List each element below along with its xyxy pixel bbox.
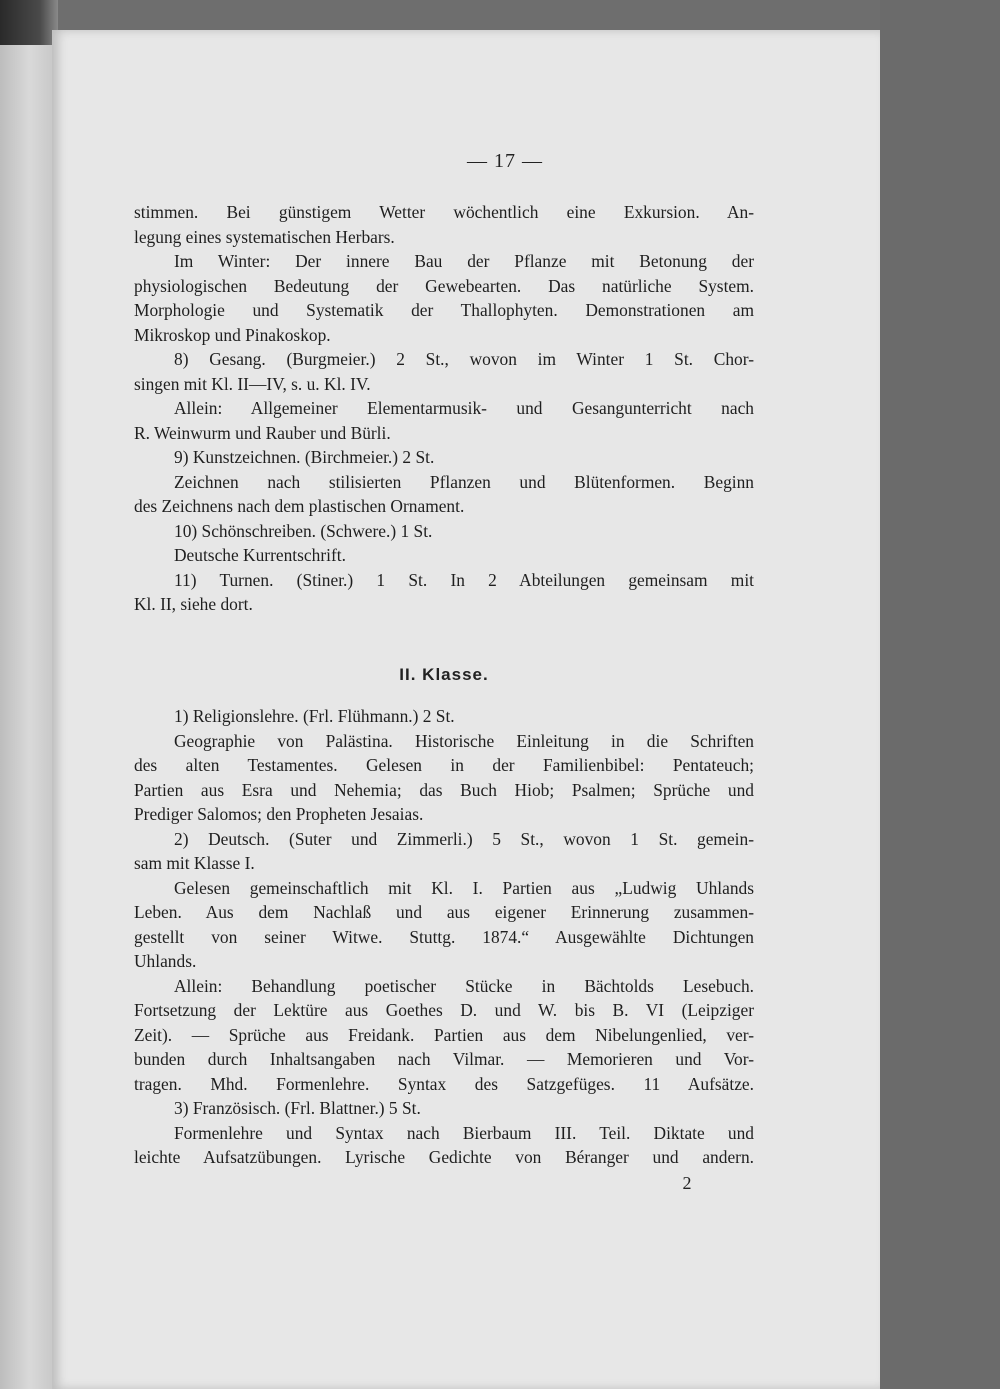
section-heading: II. Klasse. (399, 665, 489, 684)
text-line: 3) Französisch. (Frl. Blattner.) 5 St. (174, 1098, 421, 1118)
text-line: Uhlands. (134, 951, 197, 971)
text-line: Allein: Allgemeiner Elementarmusik- und Gesangunterricht nach (174, 398, 754, 418)
text-line: 9) Kunstzeichnen. (Birchmeier.) 2 St. (174, 447, 435, 467)
text-line: Formenlehre und Syntax nach Bierbaum III. Teil. Diktate und (174, 1122, 754, 1143)
text-line: des alten Testamentes. Gelesen in der Familienbibel: Pentateuch; (134, 755, 754, 775)
text-line: 8) Gesang. (Burgmeier.) 2 St., wovon im Winter 1 St. Chor- (174, 349, 754, 369)
text-line: 10) Schönschreiben. (Schwere.) 1 St. (174, 520, 433, 541)
text-line: Leben. Aus dem Nachlaß und aus eigener Erinnerung zusammen- (134, 902, 754, 922)
text-line: R. Weinwurm und Rauber und Bürli. (134, 422, 391, 443)
left-page-edge (0, 45, 52, 1389)
signature-mark: 2 (682, 1173, 692, 1193)
background-edge (880, 0, 1000, 1389)
text-line: des Zeichnens nach dem plastischen Ornament. (134, 496, 465, 516)
text-line: Fortsetzung der Lektüre aus Goethes D. und W. bis B. VI (Leipziger (134, 1000, 754, 1020)
text-line: 11) Turnen. (Stiner.) 1 St. In 2 Abteilungen gemeinsam mit (174, 569, 754, 590)
text-line: bunden durch Inhaltsangaben nach Vilmar. — Memorieren und Vor- (134, 1049, 754, 1069)
page-number: — 17 — (467, 150, 543, 172)
text-line: singen mit Kl. II—IV, s. u. Kl. IV. (134, 373, 371, 394)
text-line: 1) Religionslehre. (Frl. Flühmann.) 2 St. (174, 706, 455, 726)
text-line: Geographie von Palästina. Historische Einleitung in die Schriften (174, 730, 754, 751)
text-line: Zeichnen nach stilisierten Pflanzen und Blütenformen. Beginn (174, 471, 754, 492)
text-line: Mikroskop und Pinakoskop. (134, 324, 331, 345)
text-line: Gelesen gemeinschaftlich mit Kl. I. Partien aus „Ludwig Uhlands (174, 877, 754, 898)
text-line: Im Winter: Der innere Bau der Pflanze mit Betonung der (174, 251, 754, 271)
text-line: Allein: Behandlung poetischer Stücke in Bächtolds Lesebuch. (174, 975, 754, 996)
text-line: 2) Deutsch. (Suter und Zimmerli.) 5 St., wovon 1 St. gemein- (174, 828, 754, 849)
text-line: tragen. Mhd. Formenlehre. Syntax des Satzgefüges. 11 Aufsätze. (134, 1073, 754, 1094)
text-line: Morphologie und Systematik der Thallophyten. Demonstrationen am (134, 300, 754, 320)
text-line: legung eines systematischen Herbars. (134, 226, 395, 247)
text-line: Partien aus Esra und Nehemia; das Buch Hiob; Psalmen; Sprüche und (134, 779, 754, 800)
text-line: Kl. II, siehe dort. (134, 594, 253, 614)
text-line: sam mit Klasse I. (134, 853, 255, 873)
text-line: Prediger Salomos; den Propheten Jesaias. (134, 804, 424, 824)
text-line: Zeit). — Sprüche aus Freidank. Partien aus dem Nibelungenlied, ver- (134, 1024, 754, 1045)
text-line: stimmen. Bei günstigem Wetter wöchentlich eine Exkursion. An- (134, 202, 754, 222)
text-line: leichte Aufsatzübungen. Lyrische Gedichte von Béranger und andern. (134, 1147, 754, 1167)
text-line: gestellt von seiner Witwe. Stuttg. 1874.“ Ausgewählte Dichtungen (134, 926, 754, 947)
text-line: physiologischen Bedeutung der Gewebearten. Das natürliche System. (134, 275, 754, 296)
text-line: Deutsche Kurrentschrift. (174, 545, 346, 565)
